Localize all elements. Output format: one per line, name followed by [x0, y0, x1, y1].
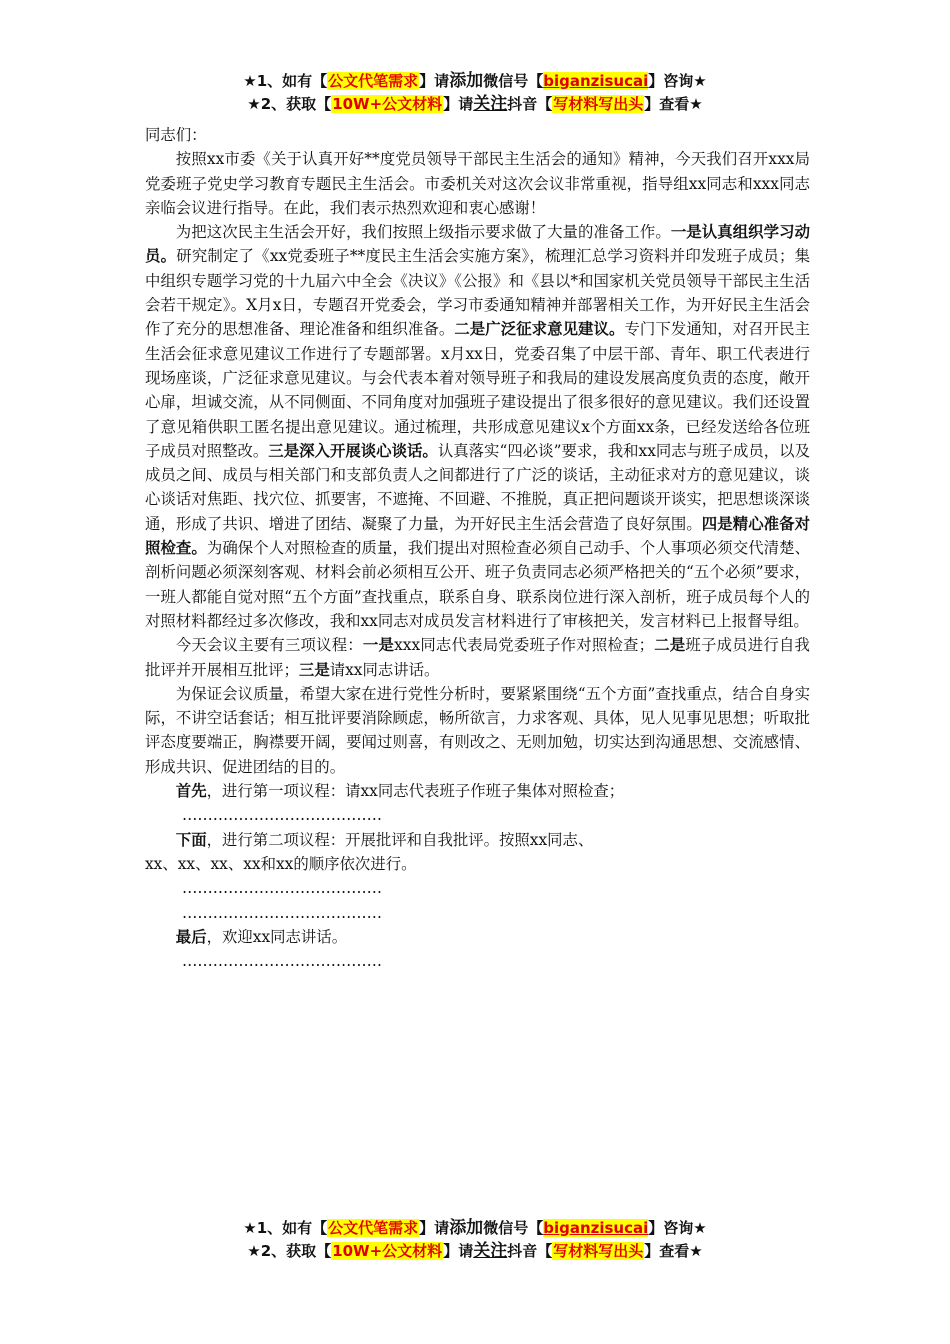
paragraph-opening: 按照xx市委《关于认真开好**度党员领导干部民主生活会的通知》精神，今天我们召开xxx局党委班子党史学习教育专题民主生活会。市委机关对这次会议非常重视，指导组xx同志和xxx同志亲临会议进行指导。在此，我们表示热烈欢迎和衷心感谢！ — [145, 150, 810, 217]
paragraph-text: ，进行第二项议程：开展批评和自我批评。按照xx同志、 — [206, 830, 594, 849]
banner-text: 】查看★ — [644, 1242, 703, 1260]
ellipsis-line: ………………………………… — [181, 879, 383, 898]
paragraph-agenda — [145, 633, 810, 682]
highlight-service: 公文代笔需求 — [328, 1219, 419, 1237]
banner-text: ★1、如有【 — [243, 72, 328, 90]
agenda-item-second-cont: xx、xx、xx、xx和xx的顺序依次进行。 — [145, 854, 417, 873]
banner-text: 微信号【 — [483, 1219, 544, 1237]
paragraph-text: 为确保个人对照检查的质量，我们提出对照检查必须自己动手、个人事项必须交代清楚、剖析问题必须深刻客观、材料会前必须相互公开、班子负责同志必须严格把关的“五个必须”要求，一班人都能自觉对照“五个方面”查找重点，联系自身、联系岗位进行深入剖析，班子成员每个人的对照材料都经过多次修改，我和xx同志对成员发言材料进行了审核把关，发言材料已上报督导组。 — [145, 539, 810, 630]
highlight-materials: 10W+公文材料 — [332, 95, 443, 113]
promo-line-2 — [0, 93, 950, 116]
promo-banner-bottom — [0, 1217, 950, 1263]
banner-emphasis: 关注 — [473, 1241, 508, 1261]
paragraph-requirements: 为保证会议质量，希望大家在进行党性分析时，要紧紧围绕“五个方面”查找重点，结合自身实际，不讲空话套话；相互批评要消除顾虑，畅所欲言，力求客观、具体，见人见事见思想；听取批评态度要端正，胸襟要开阔，要闻过则喜，有则改之、无则加勉，切实达到沟通思想、交流感情、形成共识、促进团结的目的。 — [145, 684, 810, 776]
paragraph-text: 今天会议主要有三项议程： — [175, 636, 363, 655]
banner-text: 】请 — [419, 72, 450, 90]
paragraph-text: 研究制定了《xx党委班子**度民主生活会实施方案》，梳理汇总学习资料并印发班子成员；集中组织专题学习党的十九届六中全会《决议》《公报》和《县以*和国家机关党员领导干部民主生活会若干规定》。X月x日，专题召开党委会，学习市委通知精神并部署相关工作，为开好民主生活会作了充分的思想准备、理论准备和组织准备。 — [145, 247, 810, 339]
point-heading-4: 四是精心准备对照检查。 — [145, 514, 810, 558]
agenda-step-label: 最后 — [175, 927, 207, 946]
document-body — [145, 123, 810, 973]
paragraph-text: xxx同志代表局党委班子作对照检查； — [394, 636, 655, 655]
agenda-item-first — [145, 779, 810, 803]
paragraph-text: 专门下发通知，对召开民主生活会征求意见建议工作进行了专题部署。x月xx日，党委召集了中层干部、青年、职工代表进行现场座谈，广泛征求意见建议。与会代表本着对领导班子和我局的建设发展高度负责的态度，敞开心扉，坦诚交流，从不同侧面、不同角度对加强班子建设提出了很多很好的意见建议。我们还设置了意见箱供职工匿名提出意见建议。通过梳理，共形成意见建议x个方面xx条，已经发送给各位班子成员对照整改。 — [145, 320, 810, 460]
agenda-marker-2: 二是 — [654, 636, 686, 655]
paragraph-text: 认真落实“四必谈”要求，我和xx同志与班子成员，以及成员之间、成员与相关部门和支部负责人之间都进行了广泛的谈话，主动征求对方的意见建议，谈心谈话对焦距、找穴位、抓要害，不遮掩、不回避、不推脱，真正把问题谈开谈实，把思想谈深谈通，形成了共识、增进了团结、凝聚了力量，为开好民主生活会营造了良好氛围。 — [145, 441, 810, 533]
wechat-id: biganzisucai — [543, 1219, 649, 1237]
agenda-item-second — [145, 828, 810, 852]
banner-emphasis: 添加 — [449, 1218, 484, 1238]
salutation: 同志们： — [145, 126, 207, 144]
paragraph-preparation — [145, 220, 810, 633]
highlight-service: 公文代笔需求 — [328, 72, 419, 90]
promo-line-1 — [0, 70, 950, 93]
point-heading-2: 二是广泛征求意见建议。 — [454, 320, 625, 339]
paragraph-text: ，进行第一项议程：请xx同志代表班子作班子集体对照检查； — [206, 782, 625, 801]
paragraph-text: 班子成员进行自我批评并开展相互批评； — [145, 636, 810, 679]
agenda-step-label: 首先 — [175, 782, 207, 801]
ellipsis-line: ………………………………… — [181, 806, 383, 825]
banner-text: 抖音【 — [507, 1242, 553, 1260]
banner-text: 】咨询★ — [648, 1219, 707, 1237]
paragraph-text: 请xx同志讲话。 — [329, 660, 440, 679]
banner-text: ★1、如有【 — [243, 1219, 328, 1237]
agenda-marker-3: 三是 — [298, 660, 330, 679]
agenda-marker-1: 一是 — [362, 636, 395, 655]
point-heading-1: 一是认真组织学习动员。 — [145, 223, 810, 266]
promo-banner-top — [0, 70, 950, 116]
highlight-materials: 10W+公文材料 — [332, 1242, 443, 1260]
banner-text: 】请 — [443, 1242, 474, 1260]
banner-text: 】查看★ — [644, 95, 703, 113]
banner-text: 微信号【 — [483, 72, 544, 90]
promo-line-2 — [0, 1240, 950, 1263]
banner-text: ★2、获取【 — [247, 95, 332, 113]
ellipsis-line: ………………………………… — [181, 903, 383, 922]
banner-text: 抖音【 — [507, 95, 553, 113]
wechat-id: biganzisucai — [543, 72, 649, 90]
banner-text: 】咨询★ — [648, 72, 707, 90]
banner-text: 】请 — [419, 1219, 450, 1237]
paragraph-text: ，欢迎xx同志讲话。 — [206, 927, 348, 946]
banner-emphasis: 关注 — [473, 94, 508, 114]
agenda-item-last — [145, 925, 810, 949]
highlight-douyin: 写材料写出头 — [553, 1242, 644, 1260]
agenda-step-label: 下面 — [175, 830, 207, 849]
banner-text: 】请 — [443, 95, 474, 113]
paragraph-text: 为把这次民主生活会开好，我们按照上级指示要求做了大量的准备工作。 — [175, 223, 671, 242]
banner-emphasis: 添加 — [449, 71, 484, 91]
banner-text: ★2、获取【 — [247, 1242, 332, 1260]
promo-line-1 — [0, 1217, 950, 1240]
highlight-douyin: 写材料写出头 — [553, 95, 644, 113]
ellipsis-line: ………………………………… — [181, 952, 383, 971]
point-heading-3: 三是深入开展谈心谈话。 — [268, 441, 438, 460]
